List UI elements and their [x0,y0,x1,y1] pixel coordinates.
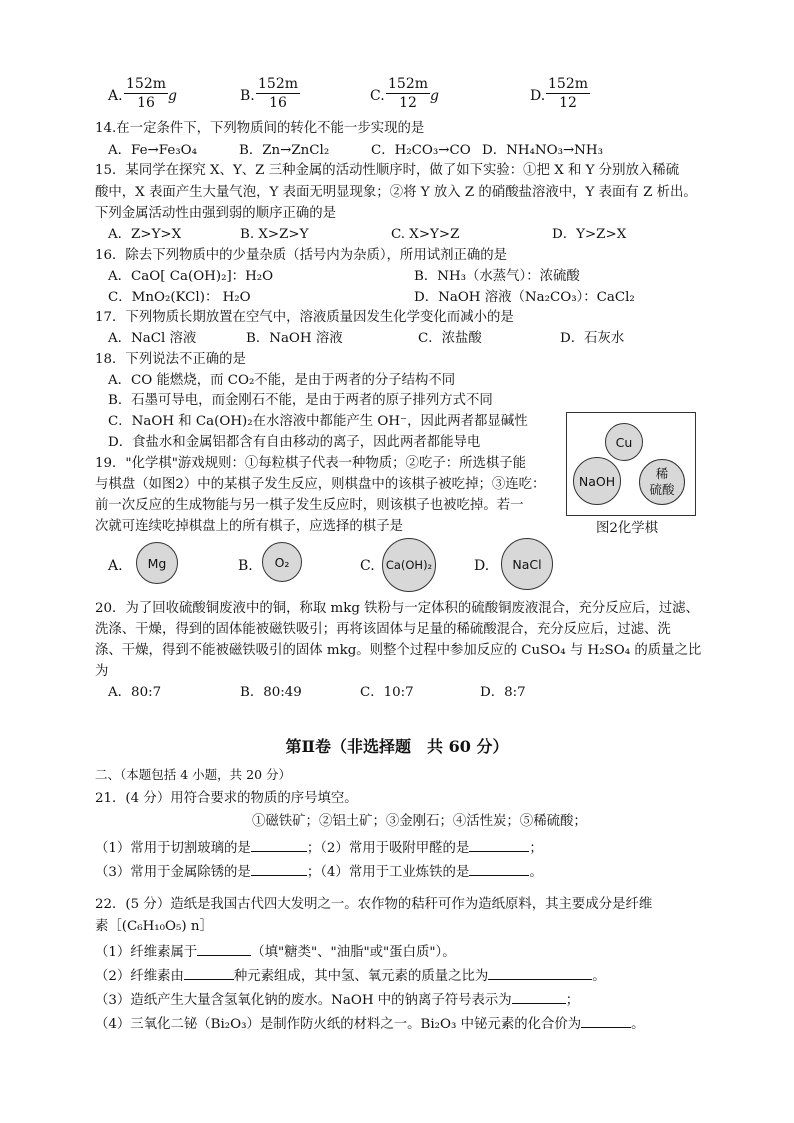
fraction-numerator: 152m [388,76,428,92]
q15-option-c[interactable]: C. X>Y>Z [391,227,460,242]
q22-part2-text-b: 种元素组成，其中氢、氧元素的质量之比为 [233,969,489,984]
q21-period: 。 [529,865,543,880]
q18-option-b[interactable]: B．石墨可导电，而金刚石不能，是由于两者的原子排列方式不同 [108,393,493,408]
answer-blank-q22-4[interactable] [581,1014,631,1028]
fraction-numerator: 152m [126,76,166,92]
answer-blank-q21-4[interactable] [469,862,529,876]
q15-option-b[interactable]: B. X>Z>Y [240,227,309,242]
q15-option-a[interactable]: A．Z>Y>X [108,227,182,242]
q21-part1-text: （1）常用于切割玻璃的是 [95,841,251,856]
q21-part-3-4 [95,862,543,882]
q15-stem-line2: 酸中，X 表面产生大量气泡，Y 表面无明显现象；②将 Y 放入 Z 的硝酸盐溶液中，Y 表面有 Z 析出。 [95,185,697,200]
section-2-heading: 第Ⅱ卷（非选择题 共 60 分） [285,737,509,756]
q22-part2 [95,966,606,986]
q17-option-a[interactable]: A．NaCl 溶液 [108,331,197,346]
q22-part4-text-b: 。 [631,1017,645,1032]
q18-option-d[interactable]: D．食盐水和金属铝都含有自由移动的离子，因此两者都能导电 [108,435,481,450]
q20-stem-line3: 涤、干燥，得到不能被磁铁吸引的固体 mkg。则整个过程中参加反应的 CuSO₄ 与 H₂SO₄ 的质量之比 [95,643,702,658]
q13-option-a-unit: g [168,88,177,104]
q16-option-c[interactable]: C．MnO₂(KCl)： H₂O [108,290,251,305]
q19-option-b-piece[interactable]: O₂ [262,542,302,582]
q21-part4-text: ；（4）常用于工业炼铁的是 [306,865,470,880]
piece-dilute-sulfuric-acid [639,459,685,505]
q13-option-c-unit: g [430,88,439,104]
q19-option-b-label[interactable]: B. [238,558,253,574]
part-2-title: 二、（本题包括 4 小题，共 20 分） [95,767,292,782]
q22-part4-text-a: （4）三氧化二铋（Bi₂O₃）是制作防火纸的材料之一。Bi₂O₃ 中铋元素的化合价为 [95,1017,582,1032]
q22-part4 [95,1014,645,1034]
q19-option-c-label[interactable]: C. [360,558,375,574]
chess-board-figure [566,412,696,516]
q13-option-c-fraction [386,76,430,111]
fraction-denominator: 16 [137,95,155,111]
q19-option-c-piece[interactable]: Ca(OH)₂ [382,538,436,592]
q17-option-b[interactable]: B．NaOH 溶液 [246,331,343,346]
answer-blank-q22-3[interactable] [512,990,566,1004]
q14-option-d[interactable]: D．NH₄NO₃→NH₃ [482,143,603,158]
q22-part1-text-a: （1）纤维素属于 [95,945,198,960]
q16-option-a[interactable]: A．CaO[ Ca(OH)₂]：H₂O [108,269,274,284]
q14-option-a[interactable]: A．Fe→Fe₃O₄ [108,143,197,158]
q19-option-a-piece[interactable]: Mg [136,542,178,584]
answer-blank-q21-1[interactable] [251,838,307,852]
q19-stem-line1: 19．"化学棋"游戏规则：①每粒棋子代表一种物质；②吃子：所选棋子能 [95,456,527,471]
q20-stem-line2: 洗涤、干燥，得到的固体能被磁铁吸引；再将该固体与足量的稀硫酸混合，充分反应后，过滤、洗 [95,622,671,637]
q16-option-b[interactable]: B．NH₃（水蒸气）：浓硫酸 [414,269,580,284]
q18-option-c[interactable]: C．NaOH 和 Ca(OH)₂在水溶液中都能产生 OH⁻，因此两者都显碱性 [108,414,528,429]
q17-option-d[interactable]: D．石灰水 [560,331,625,346]
q13-option-c-label[interactable]: C. [370,88,385,104]
q22-part3-text-a: （3）造纸产生大量含氢氧化钠的废水。NaOH 中的钠离子符号表示为 [95,993,512,1008]
q20-stem-line4: 为 [95,664,109,679]
q13-option-a-fraction [124,76,168,111]
fraction-denominator: 16 [269,95,287,111]
q22-stem-line2: 素［(C₆H₁₀O₅) n］ [95,919,213,934]
q21-part-1-2 [95,838,543,858]
q15-option-d[interactable]: D．Y>Z>X [552,227,627,242]
q16-stem: 16．除去下列物质中的少量杂质（括号内为杂质），所用试剂正确的是 [95,248,508,263]
fraction-numerator: 152m [548,76,588,92]
figure-caption: 图2化学棋 [596,521,659,536]
answer-blank-q21-2[interactable] [469,838,529,852]
q18-stem: 18．下列说法不正确的是 [95,352,246,367]
q19-option-d-piece[interactable]: NaCl [501,538,553,590]
q15-stem-line1: 15．某同学在探究 X、Y、Z 三种金属的活动性顺序时，做了如下实验：①把 X 和 Y 分别放入稀硫 [95,163,680,178]
q13-option-a-label[interactable]: A. [108,88,123,104]
q15-stem-line3: 下列金属活动性由强到弱的顺序正确的是 [95,206,337,221]
answer-blank-q22-2b[interactable] [488,966,592,980]
q13-option-b-label[interactable]: B. [240,88,255,104]
fraction-denominator: 12 [399,95,417,111]
q16-option-d[interactable]: D．NaOH 溶液（Na₂CO₃）：CaCl₂ [414,290,635,305]
q17-stem: 17．下列物质长期放置在空气中，溶液质量因发生化学变化而减小的是 [95,310,514,325]
q13-option-d-fraction [546,76,590,111]
q22-part3 [95,990,579,1010]
q14-option-c[interactable]: C．H₂CO₃→CO [371,143,471,158]
piece-naoh: NaOH [573,457,621,505]
q20-option-c[interactable]: C．10:7 [360,685,414,700]
q20-option-b[interactable]: B．80:49 [240,685,302,700]
answer-blank-q22-2a[interactable] [184,966,234,980]
q22-part3-text-b: ； [565,993,580,1008]
q19-stem-line4: 次就可连续吃掉棋盘上的所有棋子，应选择的棋子是 [95,519,403,534]
q14-stem: 14.在一定条件下，下列物质间的转化不能一步实现的是 [95,121,425,136]
answer-blank-q22-1[interactable] [197,942,251,956]
q20-option-a[interactable]: A．80:7 [108,685,162,700]
q13-option-b-fraction [256,76,300,111]
q20-stem-line1: 20．为了回收硫酸铜废液中的铜，称取 mkg 铁粉与一定体积的硫酸铜废液混合，充分反应后，过滤、 [95,601,699,616]
q19-stem-line3: 前一次反应的生成物能与另一棋子发生反应时，则该棋子也被吃掉。若一 [95,498,524,513]
q21-stem: 21．(4 分）用符合要求的物质的序号填空。 [95,791,358,806]
q20-option-d[interactable]: D．8:7 [480,685,526,700]
q17-option-c[interactable]: C．浓盐酸 [418,331,482,346]
q19-option-a-label[interactable]: A. [108,558,123,574]
q21-choices: ①磁铁矿；②铝土矿；③金刚石；④活性炭；⑤稀硫酸； [252,814,587,829]
q22-part1 [95,942,456,962]
piece-acid-line2: 硫酸 [649,482,675,497]
q19-stem-line2: 与棋盘（如图2）中的某棋子发生反应，则棋盘中的该棋子被吃掉；③连吃： [95,477,546,492]
fraction-denominator: 12 [559,95,577,111]
fraction-numerator: 152m [258,76,298,92]
q21-part3-text: （3）常用于金属除锈的是 [95,865,251,880]
piece-acid-line1: 稀 [655,466,669,481]
q21-part2-text: ；（2）常用于吸附甲醛的是 [306,841,470,856]
q22-stem-line1: 22．(5 分）造纸是我国古代四大发明之一。农作物的秸秆可作为造纸原料，其主要成分是纤维 [95,897,653,912]
q22-part2-text-a: （2）纤维素由 [95,969,184,984]
piece-cu: Cu [605,423,643,461]
q21-semicolon: ； [529,841,543,856]
answer-blank-q21-3[interactable] [251,862,307,876]
q18-option-a[interactable]: A．CO 能燃烧，而 CO₂不能，是由于两者的分子结构不同 [108,373,456,388]
q22-part2-text-c: 。 [592,969,606,984]
q13-option-d-label[interactable]: D. [530,88,546,104]
q19-option-d-label[interactable]: D. [474,558,490,574]
q22-part1-text-b: （填"糖类"、"油脂"或"蛋白质"）。 [251,945,456,960]
q14-option-b[interactable]: B．Zn→ZnCl₂ [239,143,330,158]
